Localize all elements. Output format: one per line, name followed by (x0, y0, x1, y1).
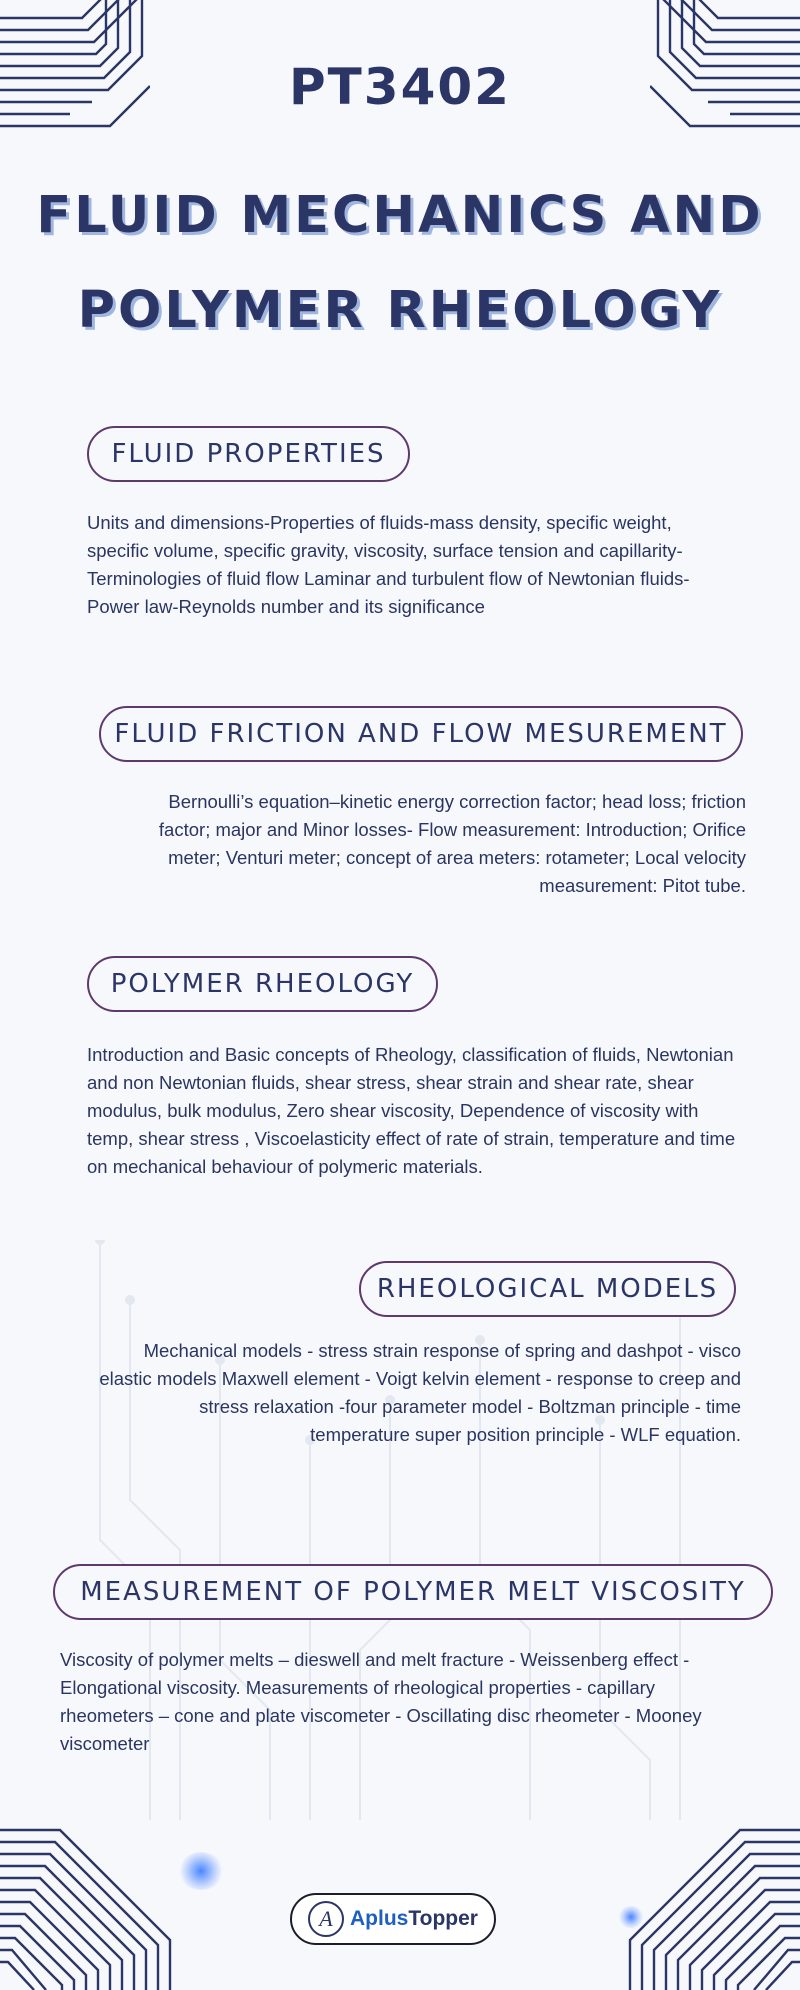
section-body-melt-viscosity: Viscosity of polymer melts – dieswell and melt fracture - Weissenberg effect - Elongational viscosity. Measurements of rheological properties - capillary rheometers – cone and plate viscometer - Oscillating disc rheometer - Mooney viscometer (60, 1649, 702, 1754)
section-body-polymer-rheology: Introduction and Basic concepts of Rheology, classification of fluids, Newtonian and non Newtonian fluids, shear stress, shear strain and shear rate, shear modulus, bulk modulus, Zero shear viscosity, Dependence of viscosity with temp, shear stress , Viscoelasticity effect of rate of strain, temperature and time on mechanical behaviour of polymeric materials. (87, 1044, 736, 1177)
section-heading-melt-viscosity: MEASUREMENT OF POLYMER MELT VISCOSITY (53, 1564, 773, 1620)
section-body-fluid-friction: Bernoulli’s equation–kinetic energy correction factor; head loss; friction factor; major and Minor losses- Flow measurement: Introduction; Orifice meter; Venturi meter; concept of area meters: rotameter; Local velocity measurement: Pitot tube. (158, 791, 746, 896)
blue-glow-left (178, 1852, 224, 1890)
logo-text-aplus: Aplus (350, 1907, 409, 1930)
circuit-corner-bottom-right (620, 1820, 800, 1990)
course-code: PT3402 (289, 58, 511, 116)
logo-wordmark (350, 1907, 478, 1931)
section-body-fluid-properties: Units and dimensions-Properties of fluids-mass density, specific weight, specific volume, specific gravity, viscosity, surface tension and capillarity-Terminologies of fluid flow Laminar and turbulent flow of Newtonian fluids-Power law-Reynolds number and its significance (87, 512, 690, 617)
page-title (0, 168, 800, 358)
logo-mark-icon: A (308, 1901, 344, 1937)
logo-text-topper: Topper (408, 1907, 478, 1930)
aplustopper-logo[interactable] (290, 1893, 496, 1945)
section-heading-rheological-models: RHEOLOGICAL MODELS (359, 1261, 736, 1317)
section-heading-fluid-friction: FLUID FRICTION AND FLOW MESUREMENT (99, 706, 743, 762)
blue-glow-right (618, 1906, 644, 1928)
title-line-2: POLYMER RHEOLOGY (77, 281, 723, 340)
section-heading-polymer-rheology: POLYMER RHEOLOGY (87, 956, 438, 1012)
circuit-corner-bottom-left (0, 1820, 180, 1990)
section-heading-fluid-properties: FLUID PROPERTIES (87, 426, 410, 482)
section-body-rheological-models: Mechanical models - stress strain response of spring and dashpot - visco elastic models Maxwell element - Voigt kelvin element - response to creep and stress relaxation -four parameter model - Boltzman principle - time temperature super position principle - WLF equation. (99, 1340, 741, 1445)
title-line-1: FLUID MECHANICS AND (36, 186, 764, 245)
